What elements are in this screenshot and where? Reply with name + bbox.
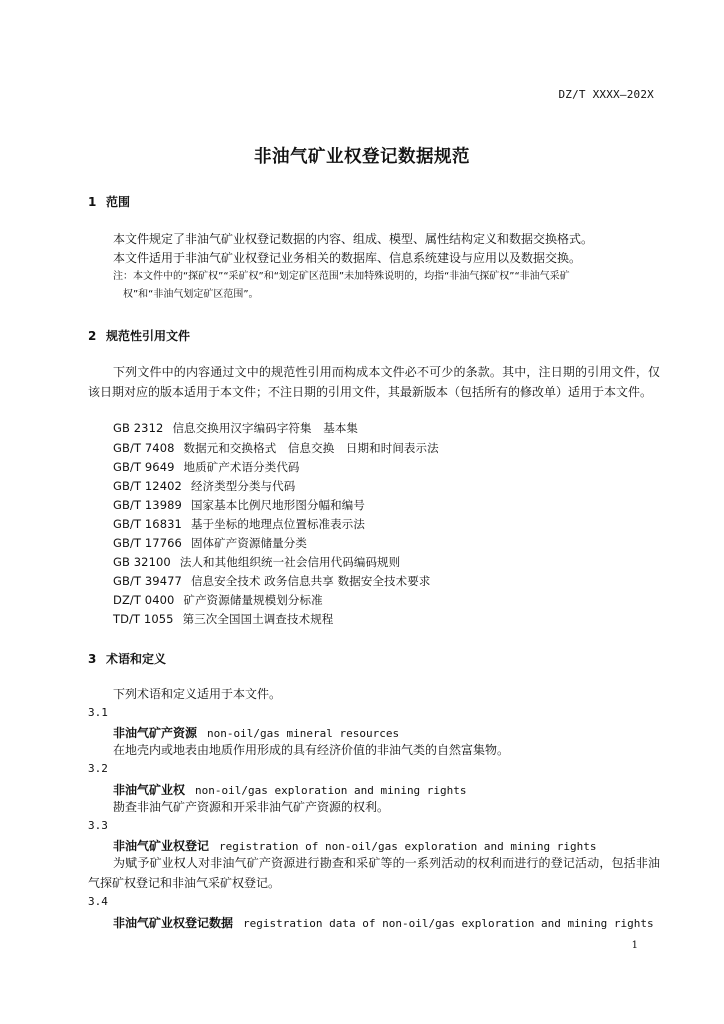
term-number: 3.3: [88, 819, 108, 832]
scope-note-line-2: 权”和“非油气划定矿区范围”。: [123, 289, 259, 300]
section-title: 术语和定义: [106, 652, 167, 666]
reference-code: GB/T 16831: [113, 517, 182, 531]
reference-item: [113, 516, 365, 532]
term-number: 3.4: [88, 895, 108, 908]
reference-title: 固体矿产资源储量分类: [190, 536, 307, 550]
page-number: 1: [631, 940, 638, 951]
scope-note-line-1: 注：本文件中的“探矿权”“采矿权”和“划定矿区范围”未加特殊说明的，均指“非油气探矿权”“非油气采矿: [113, 271, 570, 282]
reference-code: GB/T 7408: [113, 441, 175, 455]
reference-item: [113, 497, 365, 513]
reference-code: DZ/T 0400: [113, 593, 175, 607]
term-chinese: 非油气矿业权登记数据: [113, 916, 234, 930]
section-2-heading: [88, 327, 190, 344]
term-heading: [113, 837, 597, 854]
reference-title: 经济类型分类与代码: [190, 479, 296, 493]
document-title: 非油气矿业权登记数据规范: [254, 147, 470, 167]
reference-title: 第三次全国国土调查技术规程: [182, 612, 334, 626]
term-chinese: 非油气矿业权: [113, 783, 186, 797]
reference-item: [113, 420, 358, 436]
section-number: 3: [88, 652, 97, 666]
reference-title: 数据元和交换格式 信息交换 日期和时间表示法: [183, 441, 439, 455]
term-english: registration of non-oil/gas exploration and mining rights: [219, 840, 597, 853]
reference-title: 法人和其他组织统一社会信用代码编码规则: [179, 555, 401, 569]
term-heading: [113, 914, 654, 931]
reference-code: GB/T 12402: [113, 479, 182, 493]
reference-item: [113, 554, 400, 570]
term-chinese: 非油气矿产资源: [113, 726, 198, 740]
section-3-heading: [88, 650, 166, 667]
reference-code: GB 2312: [113, 421, 164, 435]
term-number: 3.2: [88, 762, 108, 775]
terms-intro-paragraph: 下列术语和定义适用于本文件。: [113, 687, 282, 701]
scope-paragraph-1: 本文件规定了非油气矿业权登记数据的内容、组成、模型、属性结构定义和数据交换格式。: [113, 232, 594, 246]
reference-code: GB/T 13989: [113, 498, 182, 512]
section-number: 2: [88, 329, 97, 343]
section-title: 范围: [106, 195, 131, 209]
references-intro-paragraph: 下列文件中的内容通过文中的规范性引用而构成本文件必不可少的条款。其中，注日期的引用文件，仅该日期对应的版本适用于本文件；不注日期的引用文件，其最新版本（包括所有的修改单）适用于本文件。: [88, 365, 660, 399]
reference-item: [113, 459, 300, 475]
reference-title: 国家基本比例尺地形图分幅和编号: [190, 498, 365, 512]
reference-code: TD/T 1055: [113, 612, 174, 626]
reference-code: GB 32100: [113, 555, 171, 569]
section-title: 规范性引用文件: [106, 329, 191, 343]
scope-paragraph-2: 本文件适用于非油气矿业权登记业务相关的数据库、信息系统建设与应用以及数据交换。: [113, 251, 582, 265]
term-chinese: 非油气矿业权登记: [113, 839, 210, 853]
standard-code: DZ/T XXXX—202X: [558, 88, 654, 101]
term-english: non-oil/gas mineral resources: [207, 727, 400, 740]
reference-code: GB/T 39477: [113, 574, 182, 588]
reference-title: 信息交换用汉字编码字符集 基本集: [172, 421, 359, 435]
reference-title: 地质矿产术语分类代码: [183, 460, 300, 474]
term-definition: 在地壳内或地表由地质作用形成的具有经济价值的非油气类的自然富集物。: [113, 743, 510, 757]
term-heading: [113, 781, 467, 798]
term-definition: 勘查非油气矿产资源和开采非油气矿产资源的权利。: [113, 800, 390, 814]
section-number: 1: [88, 195, 97, 209]
term-heading: [113, 724, 399, 741]
term-definition: 为赋予矿业权人对非油气矿产资源进行勘查和采矿等的一系列活动的权利而进行的登记活动，包括非油气探矿权登记和非油气采矿权登记。: [88, 856, 660, 890]
reference-item: [113, 573, 430, 589]
reference-item: [113, 440, 439, 456]
reference-title: 信息安全技术 政务信息共享 数据安全技术要求: [190, 574, 431, 588]
reference-code: GB/T 9649: [113, 460, 175, 474]
reference-title: 矿产资源储量规模划分标准: [183, 593, 323, 607]
term-number: 3.1: [88, 706, 108, 719]
term-english: non-oil/gas exploration and mining rights: [195, 784, 467, 797]
reference-item: [113, 611, 333, 627]
reference-code: GB/T 17766: [113, 536, 182, 550]
reference-item: [113, 592, 323, 608]
term-english: registration data of non-oil/gas exploration and mining rights: [243, 917, 654, 930]
reference-item: [113, 535, 307, 551]
reference-item: [113, 478, 295, 494]
section-1-heading: [88, 193, 130, 210]
reference-title: 基于坐标的地理点位置标准表示法: [190, 517, 365, 531]
